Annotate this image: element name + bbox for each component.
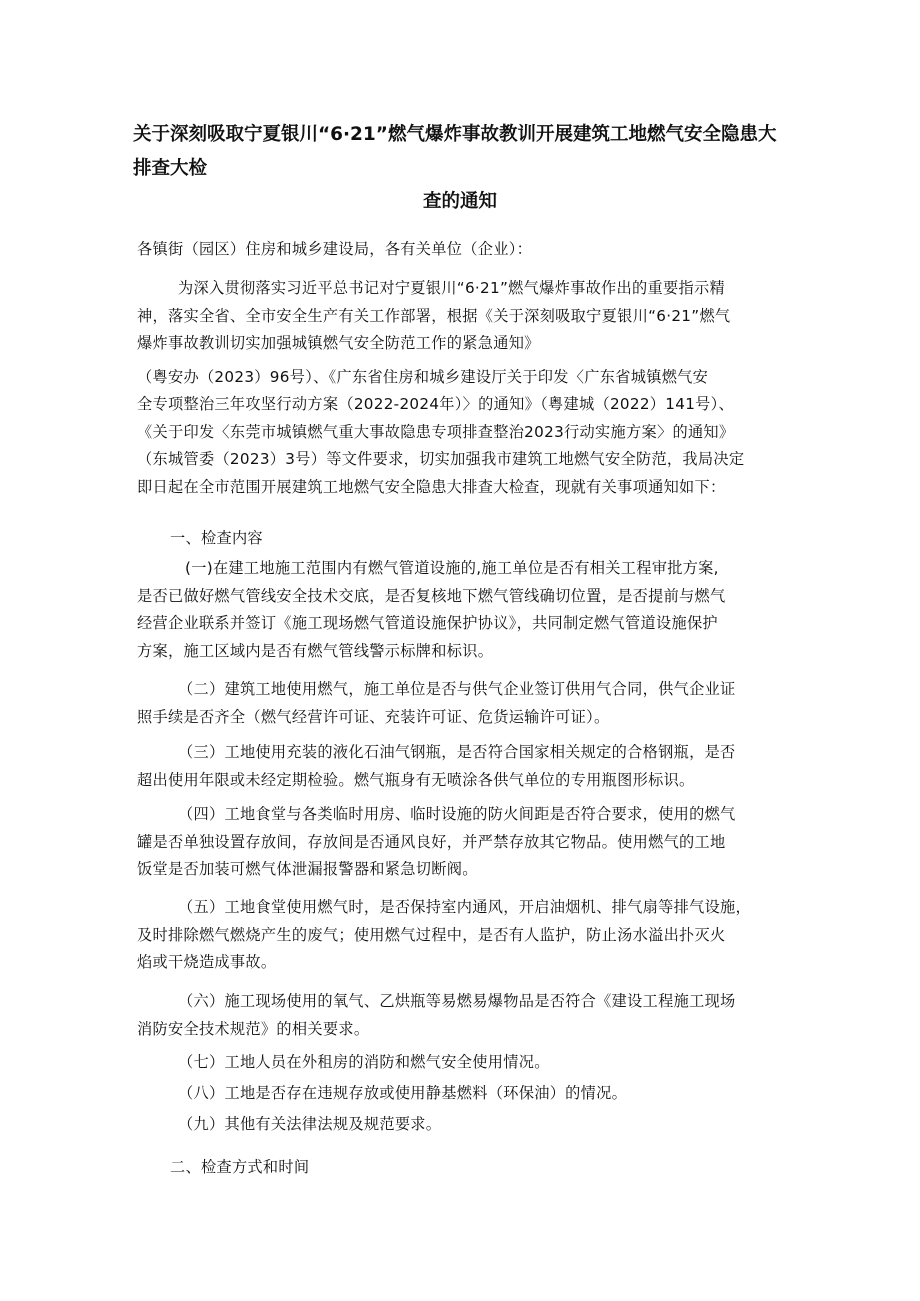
item-line: 照手续是否齐全（燃气经营许可证、充装许可证、危货运输许可证）。 [137,707,610,726]
item-9 [137,1111,787,1139]
intro-line: 《关于印发〈东莞市城镇燃气重大事故隐患专项排查整治2023行动实施方案〉的通知》 [137,422,735,441]
item-line: （四）工地食堂与各类临时用房、临时设施的防火间距是否符合要求，使用的燃气 [178,805,736,823]
intro-line: 即日起在全市范围开展建筑工地燃气安全隐患大排查大检查，现就有关事项通知如下： [137,477,726,496]
item-line: 方案，施工区域内是否有燃气管线警示标牌和标识。 [137,641,494,660]
intro-line: 爆炸事故教训切实加强城镇燃气安全防范工作的紧急通知》 [137,334,540,352]
item-1 [137,555,787,665]
item-line: （五）工地食堂使用燃气时，是否保持室内通风，开启油烟机、排气扇等排气设施， [178,898,752,916]
item-line: 饭堂是否加装可燃气体泄漏报警器和紧急切断阀。 [137,860,478,878]
item-line: （二）建筑工地使用燃气，施工单位是否与供气企业签订供用气合同，供气企业证 [178,680,736,698]
item-line: 焰或干烧造成事故。 [137,953,277,971]
item-line: （九）其他有关法律法规及规范要求。 [178,1115,442,1133]
item-line: 及时排除燃气燃烧产生的废气；使用燃气过程中，是否有人监护，防止汤水溢出扑灭火 [137,925,726,944]
intro-paragraph [137,275,787,501]
intro-line: （粤安办（2023）96号）、《广东省住房和城乡建设厅关于印发〈广东省城镇燃气安 [137,367,709,386]
intro-line: 神，落实全省、全市安全生产有关工作部署，根据《关于深刻吸取宁夏银川“6·21”燃气 [137,306,731,325]
document-title-continued: 查的通知 [422,191,497,212]
addressee: 各镇街（园区）住房和城乡建设局，各有关单位（企业）： [137,240,533,258]
item-line: 是否已做好燃气管线安全技术交底，是否复核地下燃气管线确切位置，是否提前与燃气 [137,586,726,605]
item-6 [137,988,787,1043]
document-title [133,118,793,186]
item-line: 超出使用年限或未经定期检验。燃气瓶身有无喷涂各供气单位的专用瓶图形标识。 [137,770,695,789]
section-heading-2: 二、检查方式和时间 [170,1158,310,1176]
item-2 [137,676,787,731]
intro-line: 为深入贯彻落实习近平总书记对宁夏银川“6·21”燃气爆炸事故作出的重要指示精 [178,279,725,297]
intro-line: （东城管委（2023）3号）等文件要求，切实加强我市建筑工地燃气安全防范，我局决定 [137,450,745,468]
item-3 [137,739,787,794]
item-line: （六）施工现场使用的氧气、乙烘瓶等易燃易爆物品是否符合《建设工程施工现场 [178,992,736,1010]
title-line-1: 关于深刻吸取宁夏银川“6·21”燃气爆炸事故教训开展建筑工地燃气安全隐患大排查大检 [133,124,777,179]
intro-line: 全专项整治三年攻坚行动方案（2022-2024年）〉的通知》（粤建城（2022）141号）、 [137,395,735,413]
item-line: （七）工地人员在外租房的消防和燃气安全使用情况。 [178,1053,550,1071]
item-line: （三）工地使用充装的液化石油气钢瓶，是否符合国家相关规定的合格钢瓶，是否 [178,743,736,761]
item-line: (一)在建工地施工范围内有燃气管道设施的,施工单位是否有相关工程审批方案, [185,559,719,577]
item-7 [137,1049,787,1077]
section-heading-1: 一、检查内容 [170,529,263,547]
item-line: 经营企业联系并签订《施工现场燃气管道设施保护协议》，共同制定燃气管道设施保护 [137,614,718,632]
item-line: 罐是否单独设置存放间，存放间是否通风良好，并严禁存放其它物品。使用燃气的工地 [137,832,726,851]
item-5 [137,894,787,977]
item-line: 消防安全技术规范》的相关要求。 [137,1019,370,1038]
item-line: （八）工地是否存在违规存放或使用静基燃料（环保油）的情况。 [178,1084,628,1102]
item-8 [137,1080,787,1108]
item-4 [137,801,787,884]
